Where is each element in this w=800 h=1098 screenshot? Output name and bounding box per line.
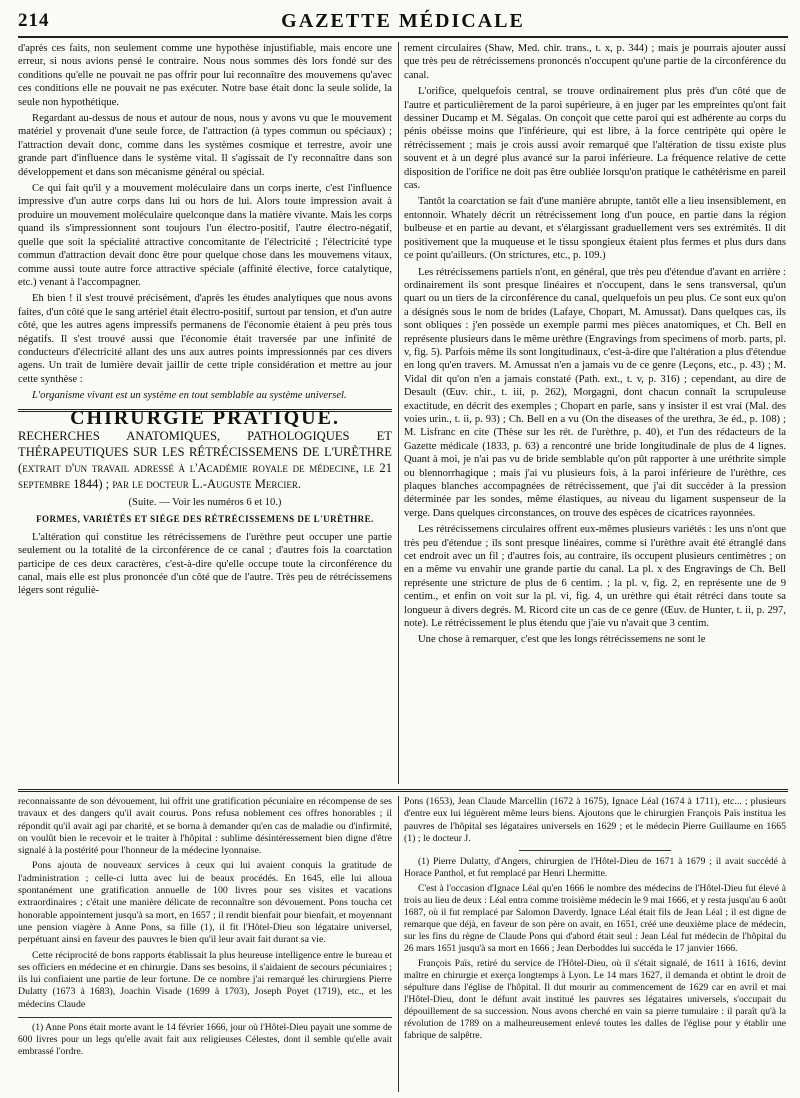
right-bottom-column <box>404 796 786 1092</box>
feuilleton-rule <box>18 789 788 792</box>
right-top-column <box>404 42 786 784</box>
footnote: François Païs, retiré du service de l'Hôtel-Dieu, où il s'était signalé, de 1611 à 1616, devint maître en chirurgie et exerça longtemps à Lyon. Le 14 mars 1627, il demanda et obtint le droit de sépulture dans l'église de l'hôpital. Il dut mourir au commencement de 1629 car en avril et mai l'Hôtel-Dieu, dont le défunt avait institué les pauvres ses légataires universels, s'occupait du dépouillement de sa succession. Nous avons cherché en vain sa pierre tumulaire : il paraît qu'à la révolution de 1789 on a malheureusement enlevé toutes les dalles de l'église pour y établir une fabrique de salpêtre. <box>404 958 786 1042</box>
footnote: (1) Anne Pons était morte avant le 14 février 1666, jour où l'Hôtel-Dieu payait une somme de 600 livres pour un legs qu'elle avait fait aux religieuses Célestes, dont il semble qu'elle avait embrassé l'ordre. <box>18 1022 392 1058</box>
article-title: RECHERCHES ANATOMIQUES, PATHOLOGIQUES ET THÉRAPEUTIQUES SUR LES RÉTRÉCISSEMENS DE L'URÈTHRE (extrait d'un travail adressé à l'Académie royale de médecine, le 21 septembre 1844) ; par le docteur L.-Auguste Mercier. <box>18 428 392 491</box>
paragraph: Les rétrécissemens partiels n'ont, en général, que très peu d'étendue d'avant en arrière : ordinairement ils sont presque linéaires et n'occupent, dans le sens transversal, qu'un quart ou un tiers de la circonférence du canal, quelquefois un peu plus. Ce sont eux qu'on a désignés sous le nom de brides (Lafaye, Chopart, M. Amussat). Dans quelques cas, ils sont obliques : j'en possède un exemple parmi mes pièces anatomiques, et Ch. Bell en représente plusieurs dans le même urèthre (Engravings from specimens of morb. parts, pl. v, fig. 5). Parfois même ils sont longitudinaux, c'est-à-dire que l'altération a plus d'étendue en long qu'en travers. M. Amussat n'en a jamais vu de ce genre (Leçons, etc., p. 43) ; M. Vidal dit qu'on n'en a jamais constaté (Path. ext., t. v, p. 316) ; cependant, au dire de Desault (Œuv. chir., t. iii, p. 262), Morgagni, dont chacun connaît la scrupuleuse exactitude, en décrit des exemples ; Chopart en parle, sans y insister il est vrai (Mal. des voies urin., t. ii, p. 93) ; Ch. Bell en a vu (On the diseases of the urethra, 3e éd., p. 108) ; M. Lisfranc en cite (Thèse sur les rét. de l'urèthre, p. 40), et l'un des rédacteurs de la Gazette médicale (1833, p. 63) a rencontré une bride longitudinale de plus de 4 lignes. Quant à moi, je n'ai pas vu de bride semblable qu'on pût rapporter à une uréthrite simple ou blennorrhagique ; mais j'ai vu plusieurs fois, à la paroi inférieure de l'urèthre, ces plaques blanches accompagnées de rétrécissement, que j'ai dit succéder à la pression déterminée par les sondes, même élastiques, au niveau du ligament suspenseur de la verge. Dans quelques circonstances, on trouve des espèces de cicatrices rayonnées. <box>404 266 786 519</box>
left-bottom-column <box>18 796 392 1092</box>
page-number: 214 <box>18 10 50 31</box>
page-header <box>18 10 788 34</box>
paragraph: d'après ces faits, non seulement comme une hypothèse injustifiable, mais encore une erreur, si nous avions pensé le contraire. Nous nous sommes dès lors fondé sur des conditions qu'elle ne pouvait ne pas offrir pour lui reconnaître des mouvemens qu'avec ces conditions elle ne pouvait ne pas exécuter. Notre base était donc la seule solide, la seule non hypothétique. <box>18 43 392 108</box>
paragraph: Tantôt la coarctation se fait d'une manière abrupte, tantôt elle a lieu insensiblement, en entonnoir. Whately décrit un rétrécissement long d'un pouce, en partie dans la région bulbeuse et en partie au devant, et s'élargissant graduellement vers ses extrémités. Il dit positivement que la muqueuse et le tissu spongieux étaient plus fermes et plus durs dans ce point qu'ailleurs. (On strictures, etc., p. 109.) <box>404 196 786 262</box>
paragraph: Pons (1653), Jean Claude Marcellin (1672 à 1675), Ignace Léal (1674 à 1711), etc... ; plusieurs d'entre eux lui léguèrent même leurs biens. Ajoutons que le chirurgien François Païs institua les pauvres de l'hôpital ses légataires universels en 1629 ; et le médecin Pierre Guillaume en 1665 (1) ; le docteur J. <box>404 796 786 844</box>
section-title: CHIRURGIE PRATIQUE. <box>70 406 340 429</box>
paragraph: Une chose à remarquer, c'est que les longs rétrécissemens ne sont le <box>418 634 706 646</box>
paragraph: L'orifice, quelquefois central, se trouve ordinairement plus près d'un côté que de l'autre et particulièrement de la paroi supérieure, à en juger par les empreintes qu'ont fait dessiner Ducamp et M. Ségalas. On conçoit que cette paroi qui est adhérente au corps du pénis obéisse moins que l'inférieure, qui est libre, à la force centripète qui opère le rétrécissement ; mais je crois aussi avoir remarqué que l'altération de tissu existe plus souvent et à un degré plus avancé sur la paroi inférieure. La fréquence relative de cette disposition de l'orifice ne doit pas être oubliée lorsqu'on pratique le cathétérisme en pareil cas. <box>404 86 786 192</box>
paragraph: reconnaissante de son dévouement, lui offrit une gratification pécuniaire en récompense de ses travaux et des dangers qu'il avait courus. Pons refusa noblement ces offres honorables ; il répondit qu'il avait agi par charité, et se borna à demander qu'en cas de maladie ou d'infirmité, on voulût bien le recevoir et le traiter à l'hôpital : sublime désintéressement bien digne d'être signalé à la postérité pour l'honneur de la médecine lyonnaise. <box>18 796 392 857</box>
journal-title: GAZETTE MÉDICALE <box>281 10 525 32</box>
footnote-rule <box>18 1017 392 1018</box>
paragraph: L'altération qui constitue les rétrécissemens de l'urèthre peut occuper une partie seulement ou la totalité de la circonférence de ce canal ; d'autres fois la coarctation participe de ces deux caractères, c'est-à-dire qu'elle occupe toute la circonférence du canal, mais elle est plus prononcée d'un côté que de l'autre. Très peu de rétrécissemens légers sont réguliè- <box>18 531 392 597</box>
paragraph: rement circulaires (Shaw, Med. chir. trans., t. x, p. 344) ; mais je pourrais ajouter aussi que très peu de rétrécissemens prononcés n'occupent qu'une partie de la circonférence du canal. <box>404 43 786 81</box>
column-divider <box>398 42 399 784</box>
column-divider <box>398 796 399 1092</box>
paragraph: Pons ajouta de nouveaux services à ceux qui lui avaient conquis la gratitude de l'administration ; celle-ci lutta avec lui de beaux procédés. En 1645, elle lui alloua spontanément une gratification annuelle de 100 livres pour ses visites et vacations extraordinaires ; c'était une manière délicate de reconnaître son dévouement. Pons toucha cet honorable appointement jusqu'à sa mort, en 1657 ; il rendit bienfait pour bienfait, et moyennant une pension viagère à Anne Pons, sa fille (1), il fit l'Hôtel-Dieu son légataire universel, perpétuant ainsi en faveur des pauvres le bien qu'il leur avait fait durant sa vie. <box>18 860 392 946</box>
left-top-column <box>18 42 392 784</box>
paragraph: Cette réciprocité de bons rapports établissait la plus heureuse intelligence entre le bureau et ses officiers en médecine et en chirurgie. Dans ses besoins, il s'aidaient de secours pécuniaires ; ils lui confiaient une partie de leur fortune. De ce nombre j'ai remarqué les chirurgiens Pierre Dulatty (1673 à 1683), Joachin Visade (1699 à 1703), Joseph Poyet (1719), etc., et les médecins Claude <box>18 949 392 1010</box>
paragraph: Ce qui fait qu'il y a mouvement moléculaire dans un corps inerte, c'est l'influence impressive d'un autre corps dans lui ou hors de lui. Alors toute impression avait à produire un mouvement moléculaire quelconque dans la matière vivante. Mais les corps quand ils s'impressionnent sont toujours l'un électro-positif, l'autre électro-négatif, quelle que soit la spécialité attractive concomitante de l'électricité ; l'électricité type commun d'attraction devait donc être pour quelque chose dans les mouvemens vitaux, comme aussi toute autre force attractive spéciale (affinité élective, force catalytique, etc.) venant à l'accompagner. <box>18 183 392 288</box>
paragraph: Eh bien ! il s'est trouvé précisément, d'après les études analytiques que nous avons faites, d'un côté que le sang artériel était électro-positif, surtout par tension, et d'un autre côté, que les autres agens impressifs permanens de l'économie étaient à peu près tous négatifs. Il s'est trouvé aussi que l'économie était traversée par une infinité de conducteurs d'électricité allant des uns aux autres points impressionnés par ces divers agens. Un trait de lumière devait jaillir de cette triple considération et mettre au jour cette synthèse : <box>18 293 392 385</box>
footnote-rule <box>519 850 672 851</box>
footnote: C'est à l'occasion d'Ignace Léal qu'en 1666 le nombre des médecins de l'Hôtel-Dieu fut élevé à trois au lieu de deux : Léal entra comme troisième médecin le 9 mai 1666, et y resta jusqu'au 6 août 1687, où il fut remplacé par Salomon Daverdy. Ignace Léal était fils de Jean Léal ; il est digne de remarque que déjà, en faveur de son père on avait, en 1651, créé une deuxième place de médecin, sur les fins du règne de Claude Pons qui d'abord était seul : Jean Léal fut médecin de l'hôpital du 26 mars 1651 jusqu'à sa mort en 1666 ; Jean Derboddes lui succéda le 17 janvier 1666. <box>404 883 786 955</box>
subheading: FORMES, VARIÉTÉS ET SIÉGE DES RÉTRÉCISSEMENS DE L'URÈTHRE. <box>36 514 374 525</box>
continuation-note: (Suite. — Voir les numéros 6 et 10.) <box>128 496 282 508</box>
footnote: (1) Pierre Dulatty, d'Angers, chirurgien de l'Hôtel-Dieu de 1671 à 1679 ; il avait succédé à Horace Panthol, et fut remplacé par Henri Lhermitte. <box>404 856 786 880</box>
synthesis-statement: L'organisme vivant est un système en tout semblable au système universel. <box>32 390 347 402</box>
header-rule <box>18 36 788 38</box>
paragraph: Regardant au-dessus de nous et autour de nous, nous y avons vu que le mouvement matériel y provenait d'une seule force, de l'attraction (à types commun ou spéciaux) ; l'attraction devait donc, comme dans les systèmes cosmique et terrestre, avoir une grande part d'influence dans le système vital. Il s'agissait de l'y reconnaître dans son développement et dans son mécanisme général ou spécial. <box>18 113 392 178</box>
paragraph: Les rétrécissemens circulaires offrent eux-mêmes plusieurs variétés : les uns n'ont que très peu d'étendue ; ils sont presque linéaires, comme si l'urèthre avait été étranglé dans cet endroit avec un fil ; d'autres fois, au contraire, ils occupent plusieurs centimètres ; on en a même vu envahir une grande partie du canal. La pl. x des Engravings de Ch. Bell représente une stricture de plus de 6 centim. ; la pl. v, fig. 2, en représente une de 9 centim., et enfin on voit sur la pl. vi, fig. 4, un urèthre qui était rétréci dans toute sa longueur à divers degrés. M. Ricord cite un cas de ce genre (Œuv. de Hunter, t. ii, p. 297, note). Le rétrécissement le plus étendu que j'aie vu n'avait que 3 centim. <box>404 524 786 630</box>
